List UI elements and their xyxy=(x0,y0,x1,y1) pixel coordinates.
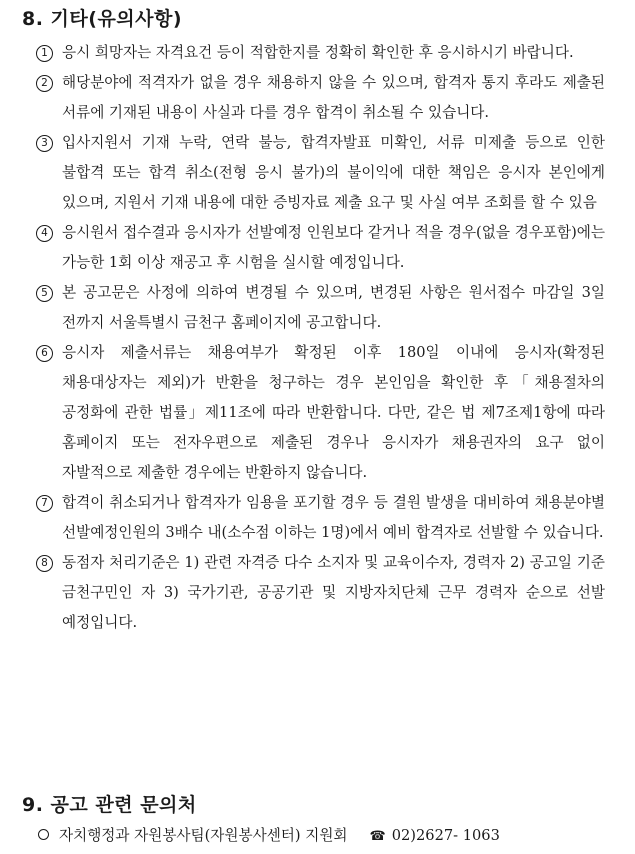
list-item xyxy=(0,338,635,488)
notice-list xyxy=(0,38,635,638)
contact-phone: 02)2627- 1063 xyxy=(391,827,500,844)
item-text: 응시 희망자는 자격요건 등이 적합한지를 정확히 확인한 후 응시하시기 바랍니다. xyxy=(62,44,574,61)
item-number: 1 xyxy=(36,45,53,62)
item-text: 응시자 제출서류는 채용여부가 확정된 이후 180일 이내에 응시자(확정된 채용대상자는 제외)가 반환을 청구하는 경우 본인임을 확인한 후「채용절차의 공정화에 관한 법률」제11조에 따라 반환합니다. 다만, 같은 법 제7조제1항에 따라 홈페이지 또는 전자우편으로 제출된 경우나 응시자가 채용권자의 요구 없이 자발적으로 제출한 경우에는 반환하지 않습니다. xyxy=(62,344,605,481)
section-9-title: 9. 공고 관련 문의처 xyxy=(22,794,197,816)
contact-text: 자치행정과 자원봉사팀(자원봉사센터) 지원회 xyxy=(59,827,348,844)
list-item xyxy=(0,128,635,218)
item-number: 7 xyxy=(36,495,53,512)
list-item xyxy=(0,218,635,278)
list-item xyxy=(0,278,635,338)
item-text: 본 공고문은 사정에 의하여 변경될 수 있으며, 변경된 사항은 원서접수 마감일 3일 전까지 서울특별시 금천구 홈페이지에 공고합니다. xyxy=(62,284,605,331)
list-item xyxy=(0,38,635,68)
phone-icon: ☎ xyxy=(369,829,386,844)
item-text: 입사지원서 기재 누락, 연락 불능, 합격자발표 미확인, 서류 미제출 등으로 인한 불합격 또는 합격 취소(전형 응시 불가)의 불이익에 대한 책임은 응시자 본인에게 있으며, 지원서 기재 내용에 대한 증빙자료 제출 요구 및 사실 여부 조회를 할 수 있음 xyxy=(62,134,605,211)
list-item xyxy=(0,488,635,548)
item-number: 5 xyxy=(36,285,53,302)
item-text: 합격이 취소되거나 합격자가 임용을 포기할 경우 등 결원 발생을 대비하여 채용분야별 선발예정인원의 3배수 내(소수점 이하는 1명)에서 예비 합격자로 선발할 수 있습니다. xyxy=(62,494,605,541)
item-number: 3 xyxy=(36,135,53,152)
item-number: 8 xyxy=(36,555,53,572)
item-text: 해당분야에 적격자가 없을 경우 채용하지 않을 수 있으며, 합격자 통지 후라도 제출된 서류에 기재된 내용이 사실과 다를 경우 합격이 취소될 수 있습니다. xyxy=(62,74,605,121)
item-number: 4 xyxy=(36,225,53,242)
list-item xyxy=(0,548,635,638)
item-number: 6 xyxy=(36,345,53,362)
section-8-title: 8. 기타(유의사항) xyxy=(22,8,183,30)
contact-line xyxy=(38,824,500,845)
circle-bullet-icon xyxy=(38,829,49,840)
item-text: 동점자 처리기준은 1) 관련 자격증 다수 소지자 및 교육이수자, 경력자 2) 공고일 기준 금천구민인 자 3) 국가기관, 공공기관 및 지방자치단체 근무 경력자 순으로 선발 예정입니다. xyxy=(62,554,605,631)
list-item xyxy=(0,68,635,128)
item-number: 2 xyxy=(36,75,53,92)
item-text: 응시원서 접수결과 응시자가 선발예정 인원보다 같거나 적을 경우(없을 경우포함)에는 가능한 1회 이상 재공고 후 시험을 실시할 예정입니다. xyxy=(62,224,605,271)
